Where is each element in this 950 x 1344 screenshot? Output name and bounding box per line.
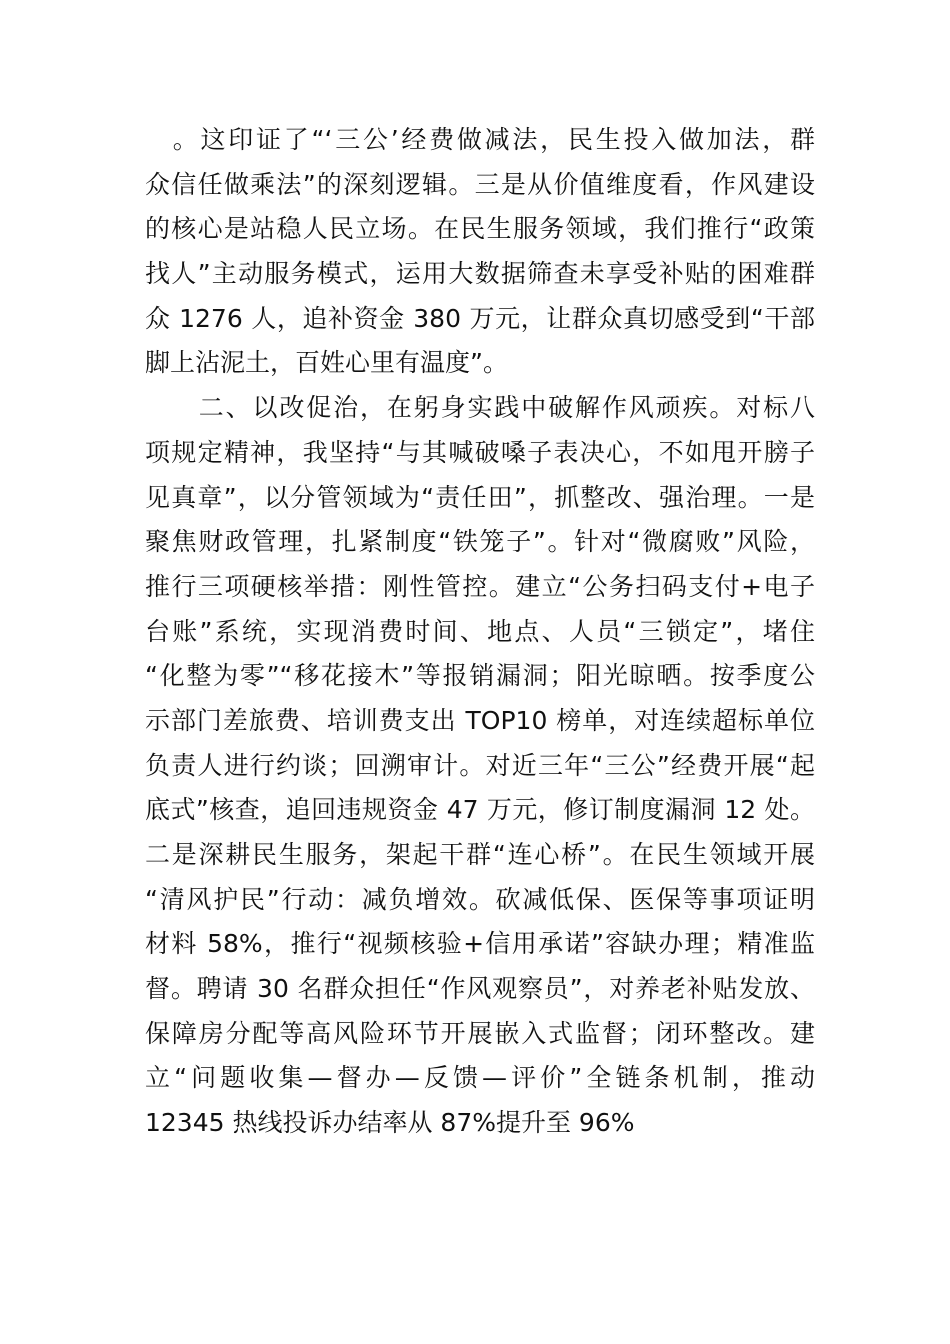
text-line: 12345 热线投诉办结率从 87%提升至 96%	[145, 1108, 635, 1138]
text-line: 底式”核查，追回违规资金 47 万元，修订制度漏洞 12 处。	[145, 795, 815, 825]
text-line: “清风护民”行动：减负增效。砍减低保、医保等事项证明	[145, 884, 815, 914]
text-line: 的核心是站稳人民立场。在民生服务领域，我们推行“政策	[145, 214, 815, 244]
text-line: 二、以改促治，在躬身实践中破解作风顽疾。对标八	[145, 393, 815, 423]
text-line: 督。聘请 30 名群众担任“作风观察员”，对养老补贴发放、	[145, 974, 815, 1004]
text-line: 项规定精神，我坚持“与其喊破嗓子表决心，不如甩开膀子	[145, 437, 815, 467]
text-line: 众 1276 人，追补资金 380 万元，让群众真切感受到“干部	[145, 303, 815, 333]
text-line: 负责人进行约谈；回溯审计。对近三年“三公”经费开展“起	[145, 750, 815, 780]
text-line: 材料 58%，推行“视频核验+信用承诺”容缺办理；精准监	[145, 929, 815, 959]
text-line: 见真章”，以分管领域为“责任田”，抓整改、强治理。一是	[145, 482, 815, 512]
text-line: 。这印证了“‘三公’经费做减法，民生投入做加法，群	[145, 125, 815, 154]
text-line: 找人”主动服务模式，运用大数据筛查未享受补贴的困难群	[145, 259, 815, 289]
text-line: 立“问题收集—督办—反馈—评价”全链条机制，推动	[145, 1063, 815, 1093]
text-line: 推行三项硬核举措：刚性管控。建立“公务扫码支付+电子	[145, 571, 815, 601]
text-line: 众信任做乘法”的深刻逻辑。三是从价值维度看，作风建设	[145, 169, 815, 199]
text-line: 保障房分配等高风险环节开展嵌入式监督；闭环整改。建	[145, 1018, 815, 1048]
text-line: 台账”系统，实现消费时间、地点、人员“三锁定”，堵住	[145, 616, 815, 646]
body-text	[145, 118, 815, 1146]
text-line: 示部门差旅费、培训费支出 TOP10 榜单，对连续超标单位	[145, 705, 815, 735]
text-line: “化整为零”“移花接木”等报销漏洞；阳光晾晒。按季度公	[145, 661, 815, 691]
text-line: 脚上沾泥土，百姓心里有温度”。	[145, 348, 508, 378]
text-line: 聚焦财政管理，扎紧制度“铁笼子”。针对“微腐败”风险，	[145, 527, 815, 557]
text-line: 二是深耕民生服务，架起干群“连心桥”。在民生领域开展	[145, 840, 815, 869]
